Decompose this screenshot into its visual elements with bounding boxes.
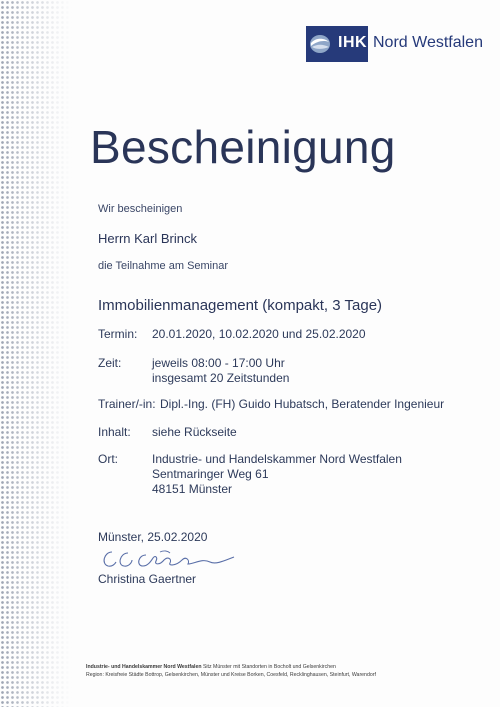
- zeit-label: Zeit:: [98, 356, 122, 370]
- participation-text: die Teilnahme am Seminar: [98, 260, 229, 272]
- termin-value: 20.01.2020, 10.02.2020 und 25.02.2020: [152, 327, 366, 341]
- footer-line-2: Region: Kreisfreie Städte Bottrop, Gelsenkirchen, Münster und Kreise Borken, Coesfeld, Recklinghausen, Steinfurt, Warendorf: [86, 672, 376, 678]
- inhalt-label: Inhalt:: [98, 425, 131, 439]
- trainer-label: Trainer/-in:: [98, 397, 156, 411]
- signature-image: [98, 546, 246, 574]
- ort-line-1: Industrie- und Handelskammer Nord Westfalen: [152, 452, 402, 466]
- swirl-icon: [308, 33, 332, 55]
- ort-line-2: Sentmaringer Weg 61: [152, 467, 269, 481]
- dotted-pattern-border: [0, 0, 72, 707]
- logo-name: Nord Westfalen: [373, 34, 483, 51]
- ihk-logo: [306, 26, 496, 62]
- logo-box: [306, 26, 368, 62]
- document-title: Bescheinigung: [90, 121, 396, 173]
- ort-label: Ort:: [98, 452, 118, 466]
- zeit-line-2: insgesamt 20 Zeitstunden: [152, 371, 290, 385]
- footer-org: Industrie- und Handelskammer Nord Westfalen: [86, 664, 202, 670]
- signer-name: Christina Gaertner: [98, 572, 197, 586]
- logo-abbr: IHK: [338, 34, 368, 51]
- footer-line-1: [86, 664, 336, 670]
- recipient-name: Herrn Karl Brinck: [98, 231, 197, 246]
- trainer-value: Dipl.-Ing. (FH) Guido Hubatsch, Beratender Ingenieur: [160, 397, 445, 411]
- intro-text: Wir bescheinigen: [98, 203, 183, 215]
- ort-line-3: 48151 Münster: [152, 482, 233, 496]
- seminar-title: Immobilienmanagement (kompakt, 3 Tage): [98, 297, 383, 314]
- termin-label: Termin:: [98, 327, 138, 341]
- inhalt-value: siehe Rückseite: [152, 425, 237, 439]
- zeit-line-1: jeweils 08:00 - 17:00 Uhr: [152, 356, 285, 370]
- place-date: Münster, 25.02.2020: [98, 530, 208, 544]
- footer-seat: Sitz Münster mit Standorten in Bocholt und Gelsenkirchen: [201, 664, 336, 670]
